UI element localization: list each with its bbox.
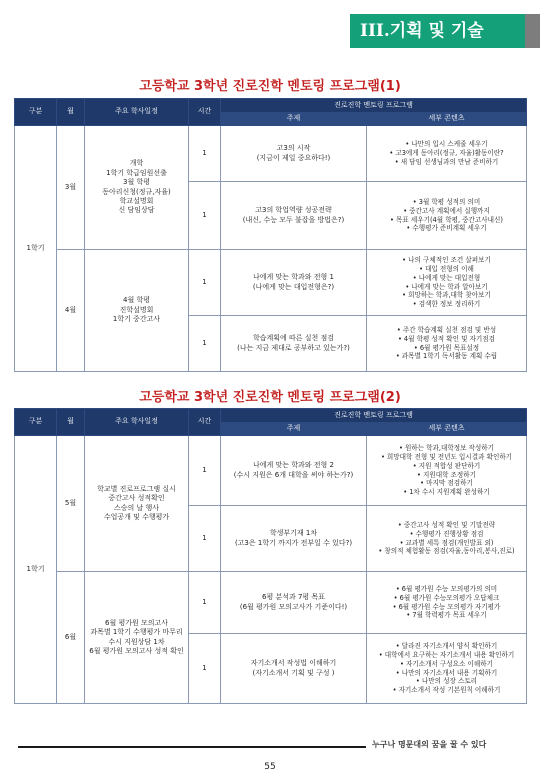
header-content: 세부 콘텐츠 [367,423,527,436]
topic-cell: 자기소개서 작성법 이해하기 (자기소개서 기획 및 구성 ) [221,634,367,704]
time-cell: 1 [189,506,221,572]
month-cell: 5월 [57,436,85,572]
time-cell: 1 [189,572,221,634]
topic-cell: 학생부기재 1차 (고3은 1학기 까지가 전부일 수 있다?) [221,506,367,572]
page-number: 55 [264,762,276,772]
time-cell: 1 [189,126,221,182]
content-cell: • 6월 평가원 수능 모의평가의 의미 • 6월 평가원 수능모의평가 오답체크 • 6월 평가원 수능 모의평가 자기평가 • 7월 학력평가 목표 세우기 [367,572,527,634]
content-cell: • 중간고사 성적 확인 및 기말전략 • 수행평가 진행상황 점검 • 교과별 세특 점검(개인발표 외) • 창의적 체험활동 점검(자율,동아리,봉사,진로) [367,506,527,572]
header-gubun: 구분 [15,99,57,126]
time-cell: 1 [189,250,221,316]
topic-cell: 6평 분석과 7평 목표 (6월 평가원 모의고사가 기준이다!) [221,572,367,634]
header-topic: 주제 [221,423,367,436]
content-cell: • 달라진 자기소개서 양식 확인하기 • 대학에서 요구하는 자기소개서 내용 확인하기 • 자기소개서 구성요소 이해하기 • 나만의 자기소개서 내용 기획하기 • 나만의 성장 스토리 • 자기소개서 작성 기본원칙 이해하기 [367,634,527,704]
chapter-header [0,14,540,48]
time-cell: 1 [189,182,221,250]
month-cell: 6월 [57,572,85,704]
semester-cell: 1학기 [15,436,57,704]
header-content: 세부 콘텐츠 [367,113,527,126]
header-gubun: 구분 [15,409,57,436]
content-cell: • 주간 학습계획 실천 점검 및 반성 • 4월 학평 성적 확인 및 자기점검 • 6월 평가원 목표설정 • 과목별 1학기 독서활동 계획 수립 [367,316,527,372]
schedule-cell: 학교별 진로프로그램 실시 중간고사 성적확인 스승의 날 행사 수업공개 및 수행평가 [85,436,189,572]
chapter-title: III.기획 및 기술 [350,14,525,48]
content-cell: • 나의 구체적인 조건 살펴보기 • 대입 전형의 이해 • 나에게 맞는 대입전형 • 나에게 맞는 학과 알아보기 • 희망하는 학과,대학 찾아보기 • 검색한 정보 정리하기 [367,250,527,316]
content-cell: • 원하는 학과,대학정보 작성하기 • 희망대학 전형 및 전년도 입시결과 확인하기 • 지원 적합성 판단하기 • 지원대학 조정하기 • 마지막 점검하기 • 1차 수시 지원계획 완성하기 [367,436,527,506]
chapter-header-accent [525,14,540,48]
header-program: 진로진학 멘토링 프로그램 [221,99,527,113]
topic-cell: 학습계획에 따른 실천 점검 (나는 지금 제대로 공부하고 있는가?) [221,316,367,372]
schedule-cell: 4월 학평 진학설명회 1학기 중간고사 [85,250,189,372]
header-schedule: 주요 학사일정 [85,99,189,126]
table2-title: 고등학교 3학년 진로진학 멘토링 프로그램(2) [139,390,401,405]
mentoring-table-2 [14,408,527,704]
header-schedule: 주요 학사일정 [85,409,189,436]
time-cell: 1 [189,316,221,372]
header-month: 월 [57,409,85,436]
footer-divider [18,746,366,748]
table1-title: 고등학교 3학년 진로진학 멘토링 프로그램(1) [139,79,401,94]
schedule-cell: 6월 평가원 모의고사 과목별 1학기 수행평가 마무리 수시 지원상담 1차 6월 평가원 모의고사 성적 확인 [85,572,189,704]
topic-cell: 고3의 시작 (지금이 제일 중요하다!) [221,126,367,182]
time-cell: 1 [189,436,221,506]
header-program: 진로진학 멘토링 프로그램 [221,409,527,423]
header-time: 시간 [189,409,221,436]
header-month: 월 [57,99,85,126]
topic-cell: 나에게 맞는 학과와 전형 2 (수시 지원은 6개 대학을 써야 하는가?) [221,436,367,506]
semester-cell: 1학기 [15,126,57,372]
month-cell: 4월 [57,250,85,372]
time-cell: 1 [189,634,221,704]
schedule-cell: 개학 1학기 학급임원선출 3월 학평 동아리신청(정규,자율) 학교설명회 신 담임상담 [85,126,189,250]
header-time: 시간 [189,99,221,126]
topic-cell: 나에게 맞는 학과와 전형 1 (나에게 맞는 대입전형은?) [221,250,367,316]
footer-slogan: 누구나 명문대의 꿈을 꿀 수 있다 [372,740,487,749]
month-cell: 3월 [57,126,85,250]
mentoring-table-1 [14,98,527,372]
header-topic: 주제 [221,113,367,126]
topic-cell: 고3의 학업역량 성공전략 (내신, 수능 모두 불잡을 방법은?) [221,182,367,250]
content-cell: • 3월 학평 성적의 의미 • 중간고사 계획에서 실행까지 • 목표 세우기(4월 학평, 중간고사내신) • 수행평가 준비계획 세우기 [367,182,527,250]
content-cell: • 나만의 입시 스케줄 세우기 • 고3에게 동아리(정규, 자율)활동이란? • 새 담임 선생님과의 만남 준비하기 [367,126,527,182]
